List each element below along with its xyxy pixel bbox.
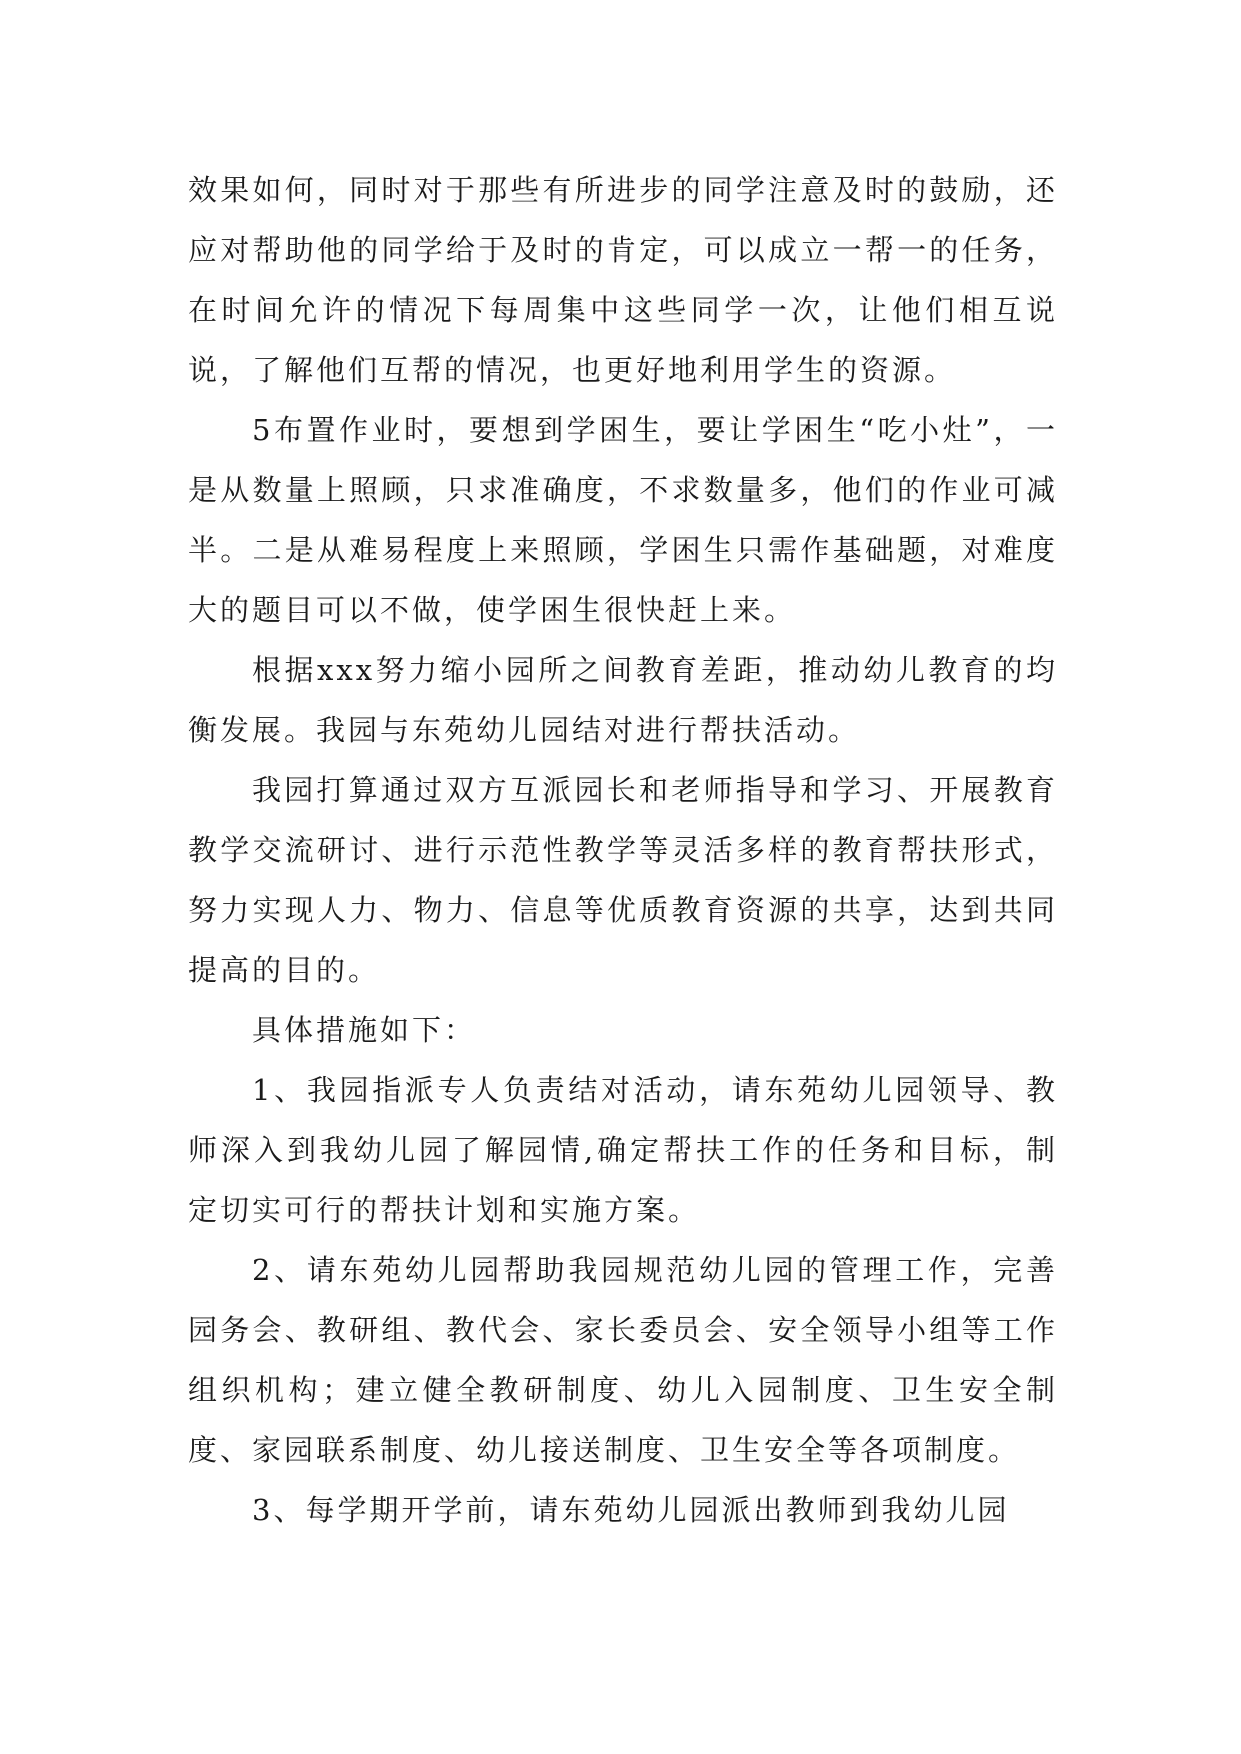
paragraph-measure-1: 1、我园指派专人负责结对活动，请东苑幼儿园领导、教师深入到我幼儿园了解园情,确定帮扶工作的任务和目标，制定切实可行的帮扶计划和实施方案。: [188, 1073, 1058, 1227]
paragraph-measure-2: 2、请东苑幼儿园帮助我园规范幼儿园的管理工作，完善园务会、教研组、教代会、家长委员会、安全领导小组等工作组织机构；建立健全教研制度、幼儿入园制度、卫生安全制度、家园联系制度、幼儿接送制度、卫生安全等各项制度。: [188, 1253, 1058, 1467]
paragraph-background: 根据xxx努力缩小园所之间教育差距，推动幼儿教育的均衡发展。我园与东苑幼儿园结对进行帮扶活动。: [188, 653, 1058, 747]
paragraph-homework: 5布置作业时，要想到学困生，要让学困生“吃小灶”，一是从数量上照顾，只求准确度，不求数量多，他们的作业可减半。二是从难易程度上来照顾，学困生只需作基础题，对难度大的题目可以不做，使学困生很快赶上来。: [188, 413, 1058, 627]
paragraph-measures-heading: 具体措施如下：: [252, 1013, 477, 1047]
document-body: [188, 160, 1058, 1540]
paragraph-plan: 我园打算通过双方互派园长和老师指导和学习、开展教育教学交流研讨、进行示范性教学等灵活多样的教育帮扶形式，努力实现人力、物力、信息等优质教育资源的共享，达到共同提高的目的。: [188, 773, 1058, 987]
paragraph-continuation: 效果如何，同时对于那些有所进步的同学注意及时的鼓励，还应对帮助他的同学给于及时的肯定，可以成立一帮一的任务，在时间允许的情况下每周集中这些同学一次，让他们相互说说，了解他们互帮的情况，也更好地利用学生的资源。: [188, 173, 1058, 387]
paragraph-measure-3: 3、每学期开学前，请东苑幼儿园派出教师到我幼儿园: [252, 1493, 1010, 1527]
